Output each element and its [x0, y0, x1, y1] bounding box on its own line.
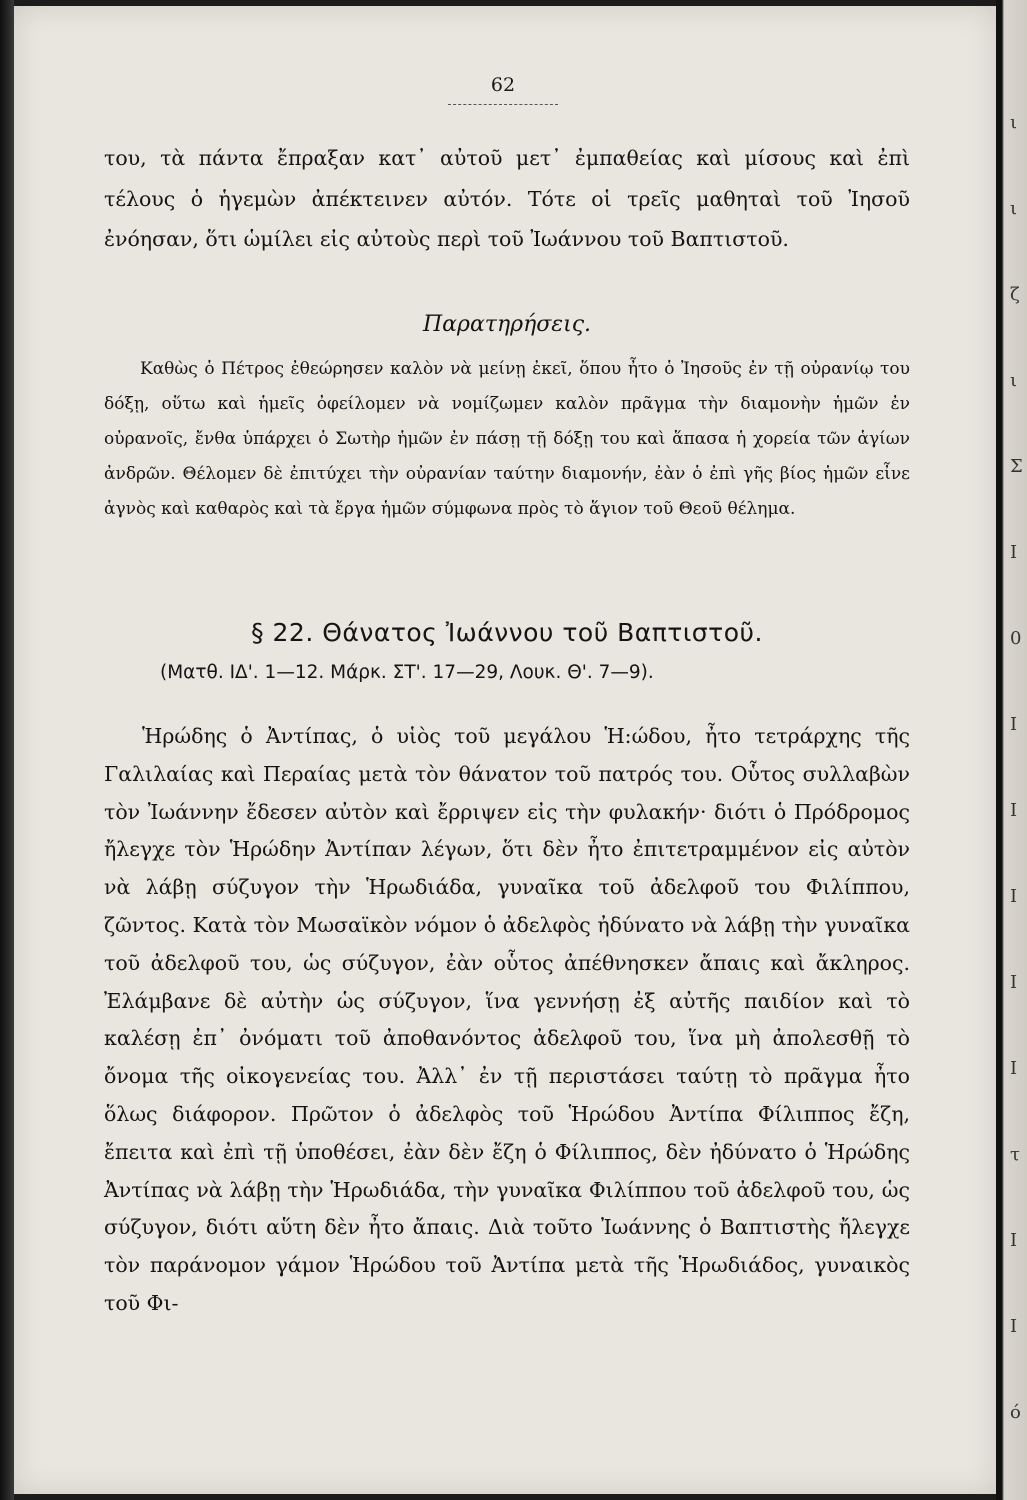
section-paragraph: Ἡρώδης ὁ Ἀντίπας, ὁ υἱὸς τοῦ μεγάλου Ἡ:ώδου, ἦτο τετράρχης τῆς Γαλιλαίας καὶ Περαίας μετὰ τὸν θάνατον τοῦ πατρός του. Οὗτος συλλαβὼν τὸν Ἰωάννην ἔδεσεν αὐτὸν καὶ ἔρριψεν εἰς τὴν φυλακήν· διότι ὁ Πρόδρομος ἤλεγχε τὸν Ἡρώδην Ἀντίπαν λέγων, ὅτι δὲν ἦτο ἐπιτετραμμένον εἰς αὐτὸν νὰ λάβῃ σύζυγον τὴν Ἡρωδιάδα, γυναῖκα τοῦ ἀδελφοῦ του Φιλίππου, ζῶντος. Κατὰ τὸν Μωσαϊκὸν νόμον ὁ ἀδελφὸς ἠδύνατο νὰ λάβῃ τὴν γυναῖκα τοῦ ἀδελφοῦ του, ὡς σύζυγον, ἐὰν οὗτος ἀπέθνησκεν ἄπαις καὶ ἄκληρος. Ἐλάμβανε δὲ αὐτὴν ὡς σύζυγον, ἵνα γεννήσῃ ἐξ αὐτῆς παιδίον καὶ τὸ καλέσῃ ἐπ᾽ ὀνόματι τοῦ ἀποθανόντος ἀδελφοῦ του, ἵνα μὴ ἀπολεσθῇ τὸ ὄνομα τῆς οἰκογενείας του. Ἀλλ᾽ ἐν τῇ περιστάσει ταύτῃ τὸ πρᾶγμα ἦτο ὅλως διάφορον. Πρῶτον ὁ ἀδελφὸς τοῦ Ἡρώδου Ἀντίπα Φίλιππος ἔζη, ἔπειτα καὶ ἐπὶ τῇ ὑποθέσει, ἐὰν δὲν ἔζη ὁ Φίλιππος, δὲν ἠδύνατο ὁ Ἡρώδης Ἀντίπας νὰ λάβῃ τὴν Ἡρωδιάδα, τὴν γυναῖκα Φιλίππου τοῦ ἀδελφοῦ του, ὡς σύζυγον, διότι αὕτη δὲν ἦτο ἄπαις. Διὰ τοῦτο Ἰωάννης ὁ Βαπτιστὴς ἤλεγχε τὸν παράνομον γάμον Ἡρώδου τοῦ Ἀντίπα μετὰ τῆς Ἡρωδιάδος, γυναικὸς τοῦ Φι-	[104, 724, 910, 1315]
section-title: § 22. Θάνατος Ἰωάννου τοῦ Βαπτιστοῦ.	[251, 618, 763, 647]
book-spine-shadow	[0, 0, 14, 1500]
page-number: 62	[448, 74, 558, 105]
section-references: (Ματθ. ΙΔ'. 1—12. Μάρκ. ΣΤ'. 17—29, Λουκ. Θ'. 7—9).	[160, 662, 654, 683]
continuation-paragraph: του, τὰ πάντα ἔπραξαν κατ᾽ αὐτοῦ μετ᾽ ἐμπαθείας καὶ μίσους καὶ ἐπὶ τέλους ὁ ἡγεμὼν ἀπέκτεινεν αὐτόν. Τότε οἱ τρεῖς μαθηταὶ τοῦ Ἰησοῦ ἐνόησαν, ὅτι ὡμίλει εἰς αὐτοὺς περὶ τοῦ Ἰωάννου τοῦ Βαπτιστοῦ.	[104, 146, 910, 251]
notes-heading: Παρατηρήσεις.	[422, 312, 592, 337]
next-page-edge-glyphs: ι ι ζ ι Σ Ι 0 Ι Ι Ι Ι Ι τ Ι Ι ό	[1010, 112, 1023, 1423]
notes-paragraph: Καθὼς ὁ Πέτρος ἐθεώρησεν καλὸν νὰ μείνῃ ἐκεῖ, ὅπου ἦτο ὁ Ἰησοῦς ἐν τῇ οὐρανίῳ του δόξῃ, οὕτω καὶ ἡμεῖς ὀφείλομεν νὰ νομίζωμεν καλὸν πρᾶγμα τὴν διαμονὴν ἡμῶν ἐν οὐρανοῖς, ἔνθα ὑπάρχει ὁ Σωτὴρ ἡμῶν ἐν πάσῃ τῇ δόξῃ του καὶ ἅπασα ἡ χορεία τῶν ἁγίων ἀνδρῶν. Θέλομεν δὲ ἐπιτύχει τὴν οὐρανίαν ταύτην διαμονήν, ἐὰν ὁ ἐπὶ γῆς βίος ἡμῶν εἶνε ἁγνὸς καὶ καθαρὸς καὶ τὰ ἔργα ἡμῶν σύμφωνα πρὸς τὸ ἅγιον τοῦ Θεοῦ θέλημα.	[104, 359, 910, 519]
